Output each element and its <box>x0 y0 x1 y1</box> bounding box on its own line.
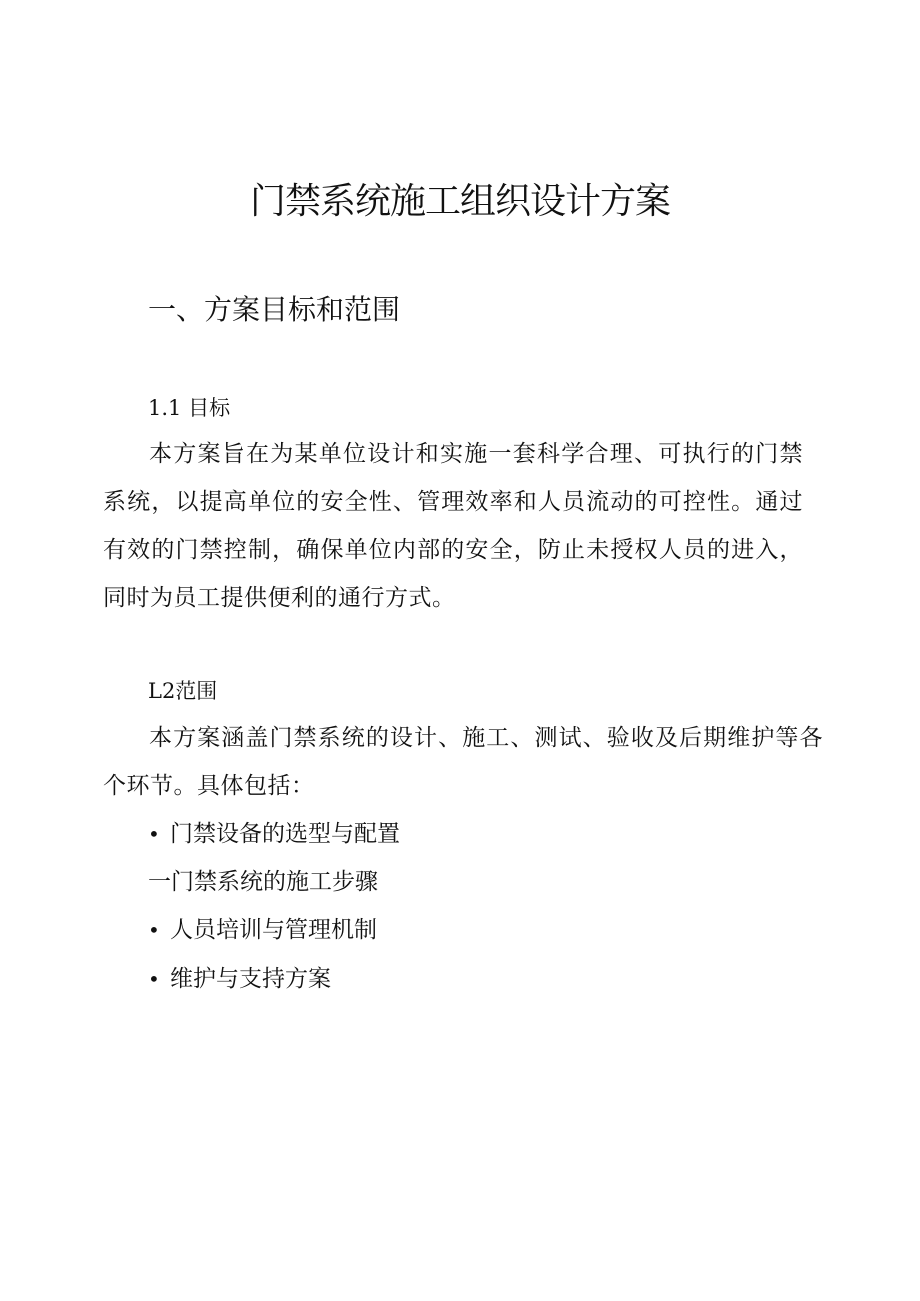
list-item <box>148 914 377 946</box>
subsection-heading-scope: L2范围 <box>148 679 218 703</box>
bullet-icon: • <box>148 918 160 942</box>
goal-paragraph: 本方案旨在为某单位设计和实施一套科学合理、可执行的门禁系统，以提高单位的安全性、管理效率和人员流动的可控性。通过有效的门禁控制，确保单位内部的安全，防止未授权人员的进入，同时为员工提供便利的通行方式。 <box>103 441 803 611</box>
bullet-icon: • <box>148 822 160 846</box>
list-item <box>148 963 331 995</box>
list-item-text: 维护与支持方案 <box>170 966 331 992</box>
list-item-text: 人员培训与管理机制 <box>170 917 377 943</box>
document-title: 门禁系统施工组织设计方案 <box>249 181 670 222</box>
list-item <box>148 866 378 898</box>
bullet-icon: • <box>148 967 160 991</box>
subsection-heading-goal: 1.1 目标 <box>148 396 231 420</box>
list-item <box>148 818 400 850</box>
list-item-text: 一门禁系统的施工步骤 <box>148 869 378 895</box>
list-item-text: 门禁设备的选型与配置 <box>170 821 400 847</box>
scope-paragraph: 本方案涵盖门禁系统的设计、施工、测试、验收及后期维护等各个环节。具体包括： <box>103 725 823 799</box>
section-heading: 一、方案目标和范围 <box>148 293 401 326</box>
